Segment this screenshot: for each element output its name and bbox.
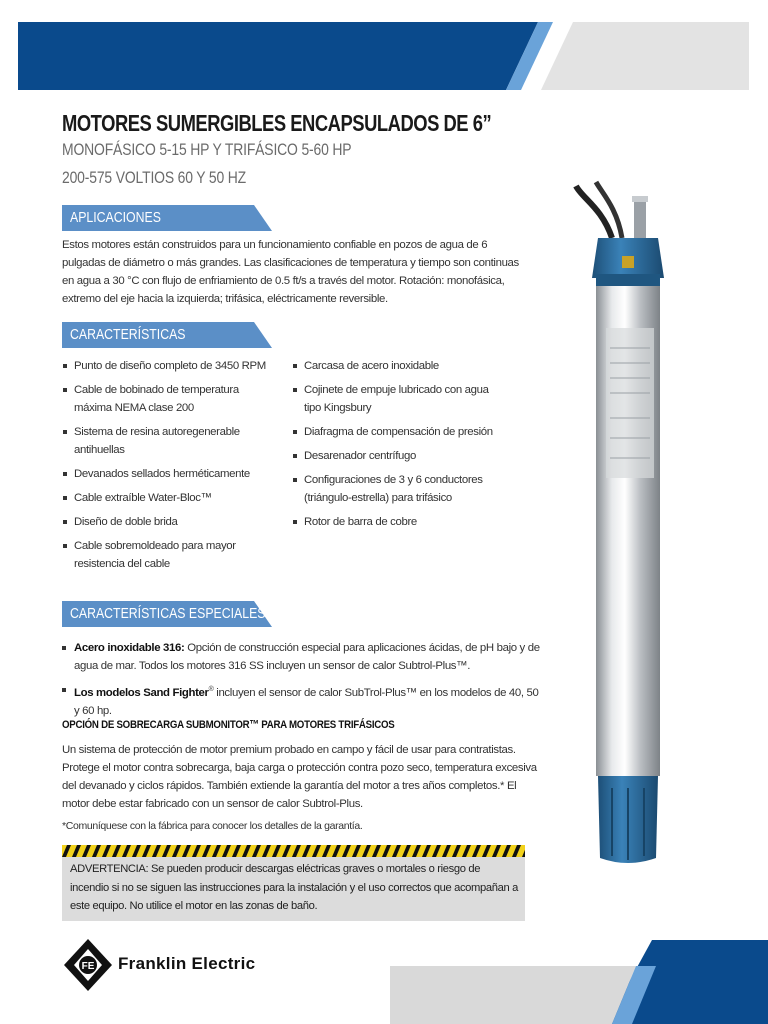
features-list-right bbox=[292, 357, 507, 537]
bullet bbox=[62, 688, 66, 692]
logo-letters: FE bbox=[81, 961, 95, 972]
list-item: Cable de bobinado de temperatura máxima NEMA clase 200 bbox=[62, 381, 277, 417]
special-item-sand-fighter-title: Los modelos Sand Fighter bbox=[74, 686, 209, 699]
section-label-special: CARACTERÍSTICAS ESPECIALES bbox=[70, 605, 266, 622]
submersible-motor-image bbox=[572, 178, 684, 868]
list-item: Punto de diseño completo de 3450 RPM bbox=[62, 357, 277, 375]
list-item: Diafragma de compensación de presión bbox=[292, 423, 507, 441]
list-item: Devanados sellados herméticamente bbox=[62, 465, 277, 483]
special-item-316 bbox=[62, 639, 542, 675]
list-item: Rotor de barra de cobre bbox=[292, 513, 507, 531]
applications-text: Estos motores están construidos para un funcionamiento confiable en pozos de agua de 6 pulgadas de diámetro o más grandes. Las clasificaciones de temperatura y tiempo son continuas en agua a 30 °C con flujo de enfriamiento de 0.5 ft/s a través del motor. Rotación: monofásica, extremo del eje hacia la izquierda; trifásica, eléctricamente reversible. bbox=[62, 239, 519, 305]
section-header-applications bbox=[62, 205, 272, 231]
warning-box bbox=[62, 845, 525, 921]
page-title: MOTORES SUMERGIBLES ENCAPSULADOS DE 6” bbox=[62, 110, 492, 136]
list-item: Configuraciones de 3 y 6 conductores (triángulo-estrella) para trifásico bbox=[292, 471, 507, 507]
list-item: Carcasa de acero inoxidable bbox=[292, 357, 507, 375]
bullet bbox=[62, 646, 66, 650]
list-item: Cojinete de empuje lubricado con agua tipo Kingsbury bbox=[292, 381, 507, 417]
brand-logo bbox=[62, 937, 322, 993]
registered-mark: ® bbox=[208, 686, 214, 693]
brand-name: Franklin Electric bbox=[118, 954, 256, 973]
special-item-316-text: Opción de construcción especial para aplicaciones ácidas, de pH bajo y de agua de mar. Todos los motores 316 SS incluyen un sensor de calor Subtrol-Plus™. bbox=[74, 642, 540, 672]
submonitor-heading: OPCIÓN DE SOBRECARGA SUBMONITOR™ PARA MOTORES TRIFÁSICOS bbox=[62, 719, 395, 731]
section-label-applications: APLICACIONES bbox=[70, 209, 161, 226]
features-list-left bbox=[62, 357, 277, 579]
section-label-features: CARACTERÍSTICAS bbox=[70, 326, 186, 343]
list-item: Diseño de doble brida bbox=[62, 513, 277, 531]
page-subtitle-power: MONOFÁSICO 5-15 HP Y TRIFÁSICO 5-60 HP bbox=[62, 140, 352, 159]
special-item-sand-fighter-text: incluyen el sensor de calor SubTrol-Plus™ en los modelos de 40, 50 y 60 hp. bbox=[74, 686, 539, 717]
special-item-sand-fighter bbox=[62, 681, 542, 720]
list-item: Desarenador centrífugo bbox=[292, 447, 507, 465]
section-header-features bbox=[62, 322, 272, 348]
header-banner bbox=[18, 22, 749, 90]
special-item-316-title: Acero inoxidable 316: bbox=[74, 642, 185, 654]
page-subtitle-voltage: 200-575 VOLTIOS 60 Y 50 HZ bbox=[62, 168, 247, 187]
list-item: Sistema de resina autoregenerable antihuellas bbox=[62, 423, 277, 459]
footer-banner bbox=[390, 940, 768, 1024]
list-item: Cable extraíble Water-Bloc™ bbox=[62, 489, 277, 507]
section-header-special bbox=[62, 601, 272, 627]
franklin-electric-logo-icon bbox=[62, 937, 114, 993]
hazard-stripe bbox=[62, 845, 525, 857]
warranty-note: *Comuníquese con la fábrica para conocer los detalles de la garantía. bbox=[62, 820, 363, 832]
warning-text: ADVERTENCIA: Se pueden producir descargas eléctricas graves o mortales o riesgo de incendio si no se siguen las instrucciones para la instalación y el uso correctos que acompañan a este equipo. No utilice el motor en las zonas de baño. bbox=[70, 863, 519, 912]
submonitor-text: Un sistema de protección de motor premium probado en campo y fácil de usar para contratistas. Protege el motor contra sobrecarga, baja carga o protección contra pozo seco, temperatura excesiva del devanado y ciclos rápidos. También extiende la garantía del motor a tres años completos.* El motor debe estar fabricado con un sensor de calor Subtrol-Plus. bbox=[62, 744, 537, 810]
list-item: Cable sobremoldeado para mayor resistencia del cable bbox=[62, 537, 277, 573]
